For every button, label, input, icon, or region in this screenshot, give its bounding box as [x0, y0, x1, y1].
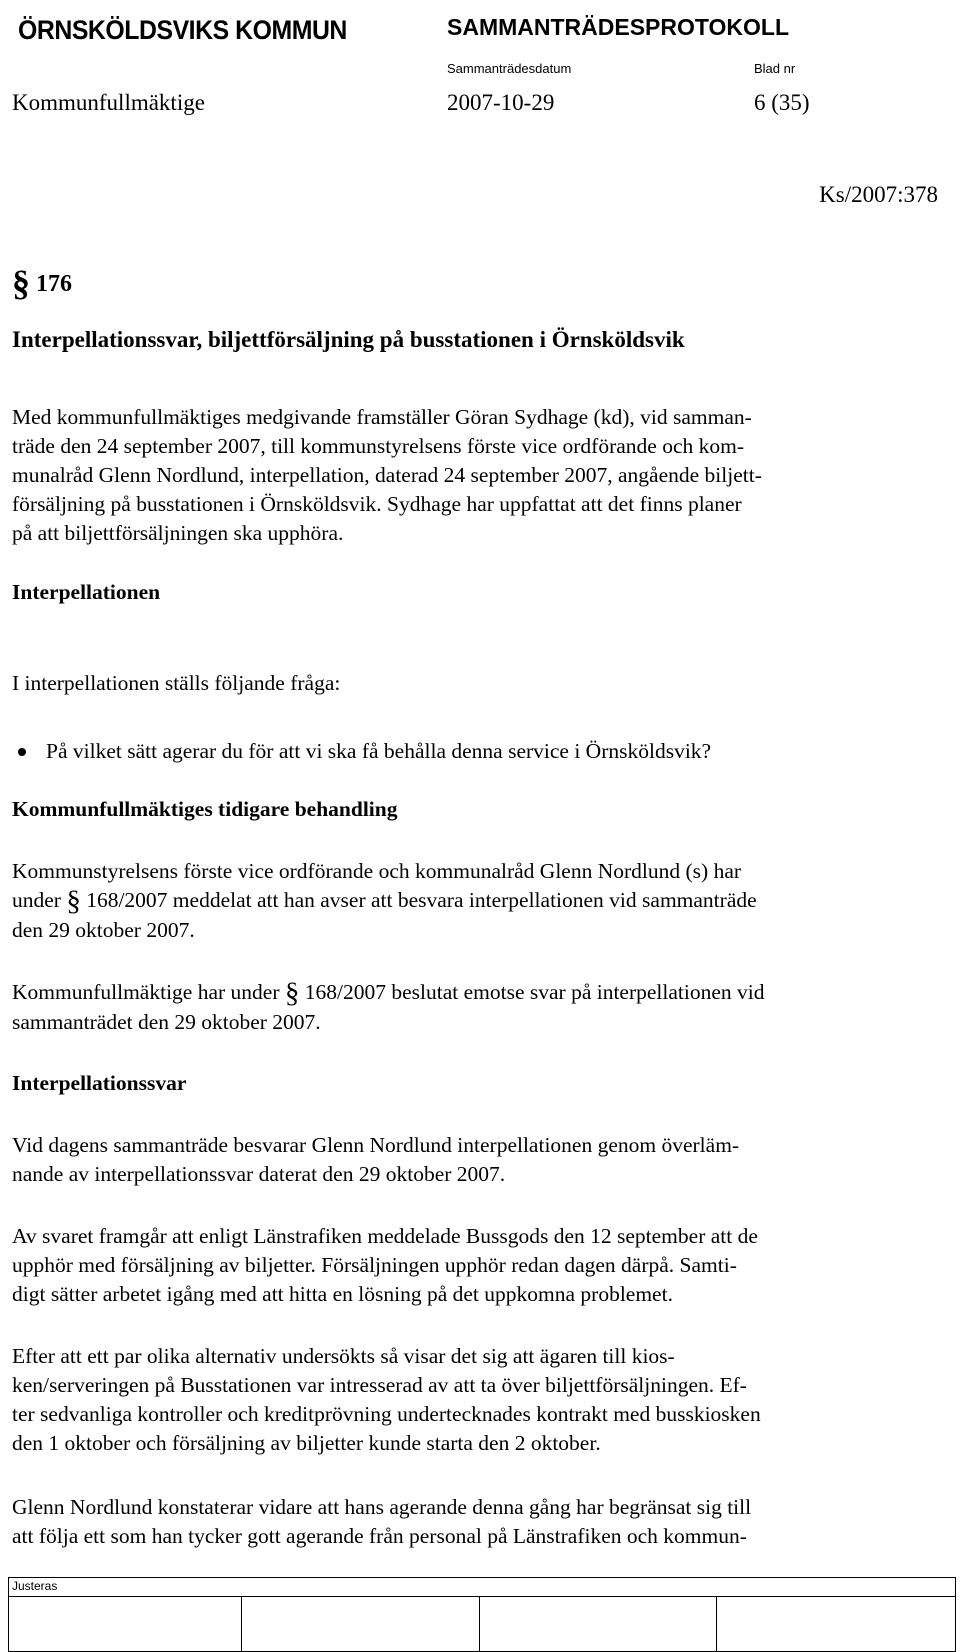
- bullet-icon: [18, 748, 26, 756]
- previous-p1-start: Kommunstyrelsens förste vice ordförande och kommunalråd Glenn Nordlund (s) har under: [12, 859, 742, 912]
- previous-paragraph-2: [12, 978, 942, 1037]
- intro-paragraph: Med kommunfullmäktiges medgivande framställer Göran Sydhage (kd), vid samman- träde den 24 september 2007, till kommunstyrelsens förste vice ordförande och kom- munalråd Glenn Nordlund, interpellation, daterad 24 september 2007, angående biljett- försäljning på busstationen i Örnsköldsvik. Sydhage har uppfattat att det finns planer på att biljettförsäljningen ska upphöra.: [12, 405, 762, 545]
- signature-cell: [479, 1596, 480, 1651]
- section-symbol: §: [12, 263, 30, 303]
- signature-table: [8, 1577, 956, 1652]
- divider: [9, 1596, 955, 1597]
- interpellation-heading: Interpellationen: [12, 580, 161, 604]
- section-symbol: §: [284, 977, 300, 1009]
- answer-paragraph-3: Efter att ett par olika alternativ undersökts så visar det sig att ägaren till kios- ken/serveringen på Busstationen var intresserad av att ta över biljettförsäljningen. Ef- ter sedvanliga kontroller och kreditprövning undertecknades kontrakt med busskiosken den 1 oktober och försäljning av biljetter kunde starta den 2 oktober.: [12, 1344, 761, 1455]
- question-bullet: [12, 739, 711, 764]
- interpellation-text: I interpellationen ställs följande fråga:: [12, 671, 341, 695]
- previous-p2-start: Kommunfullmäktige har under: [12, 980, 285, 1004]
- answer-paragraph-4: Glenn Nordlund konstaterar vidare att hans agerande denna gång har begränsat sig till att följa ett som han tycker gott agerande från personal på Länstrafiken och kommun-: [12, 1495, 752, 1548]
- meeting-date: 2007-10-29: [447, 90, 555, 115]
- page-label: Blad nr: [754, 61, 796, 76]
- body-name: Kommunfullmäktige: [12, 90, 205, 115]
- paragraph-number-value: 176: [36, 271, 72, 297]
- case-number: Ks/2007:378: [819, 182, 938, 207]
- signature-label: Justeras: [12, 1579, 58, 1593]
- previous-paragraph-1: [12, 857, 942, 945]
- answer-heading: Interpellationssvar: [12, 1071, 187, 1095]
- answer-paragraph-2: Av svaret framgår att enligt Länstrafiken meddelade Bussgods den 12 september att de upphör med försäljning av biljetter. Försäljningen upphör redan dagen därpå. Samti- digt sätter arbetet igång med att hitta en lösning på det uppkomna problemet.: [12, 1224, 758, 1306]
- municipality-logo: [14, 8, 347, 52]
- answer-paragraph-1: Vid dagens sammanträde besvarar Glenn Nordlund interpellationen genom överläm- nande av interpellationssvar daterat den 29 oktober 2007.: [12, 1133, 740, 1186]
- signature-cell: [716, 1596, 717, 1651]
- section-symbol: §: [66, 885, 81, 917]
- previous-p1-end: 168/2007 meddelat att han avser att besvara interpellationen vid sammanträde den 29 oktober 2007.: [12, 888, 757, 942]
- page-title: Interpellationssvar, biljettförsäljning på busstationen i Örnsköldsvik: [12, 327, 685, 352]
- date-label: Sammanträdesdatum: [447, 61, 572, 76]
- document-type: SAMMANTRÄDESPROTOKOLL: [447, 14, 790, 40]
- org-name: ÖRNSKÖLDSVIKS KOMMUN: [18, 14, 347, 45]
- page-number: 6 (35): [754, 90, 810, 115]
- paragraph-number: [12, 262, 72, 304]
- previous-handling-heading: Kommunfullmäktiges tidigare behandling: [12, 797, 398, 821]
- question-text: På vilket sätt agerar du för att vi ska få behålla denna service i Örnsköldsvik?: [46, 739, 712, 763]
- signature-cell: [241, 1596, 242, 1651]
- previous-p2-end: 168/2007 beslutat emotse svar på interpellationen vid sammanträdet den 29 oktober 2007.: [12, 980, 765, 1034]
